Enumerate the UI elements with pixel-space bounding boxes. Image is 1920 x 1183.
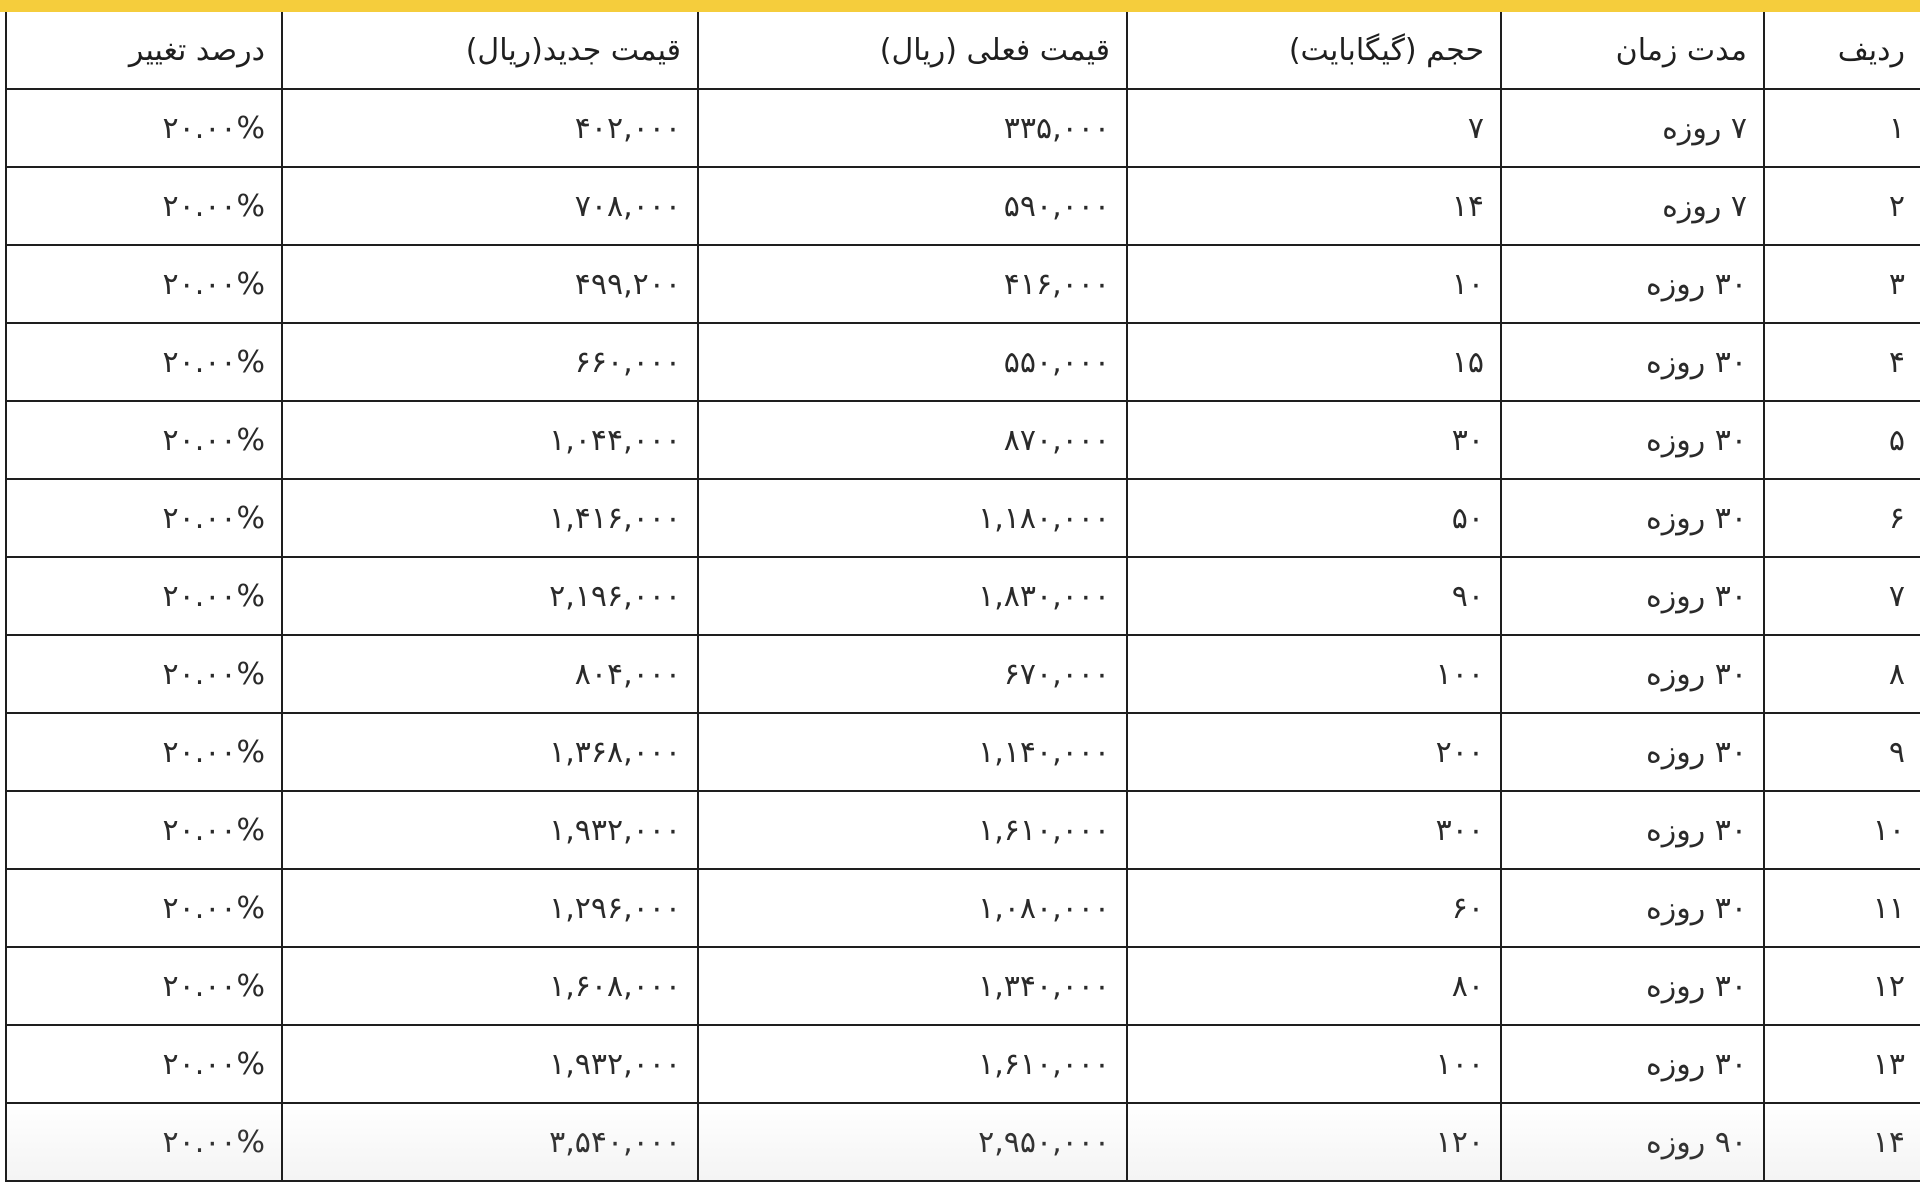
cell-volume: ۵۰ bbox=[1127, 479, 1501, 557]
cell-change-percent: ۲۰.۰۰% bbox=[6, 635, 282, 713]
cell-new-price: ۱,۶۰۸,۰۰۰ bbox=[282, 947, 698, 1025]
cell-duration: ۳۰ روزه bbox=[1501, 635, 1764, 713]
cell-change-percent: ۲۰.۰۰% bbox=[6, 479, 282, 557]
cell-new-price: ۴۹۹,۲۰۰ bbox=[282, 245, 698, 323]
cell-new-price: ۱,۰۴۴,۰۰۰ bbox=[282, 401, 698, 479]
cell-volume: ۱۲۰ bbox=[1127, 1103, 1501, 1181]
cell-duration: ۳۰ روزه bbox=[1501, 791, 1764, 869]
cell-index: ۲ bbox=[1764, 167, 1920, 245]
cell-new-price: ۱,۲۹۶,۰۰۰ bbox=[282, 869, 698, 947]
cell-current-price: ۱,۶۱۰,۰۰۰ bbox=[698, 791, 1127, 869]
cell-volume: ۷ bbox=[1127, 89, 1501, 167]
cell-duration: ۳۰ روزه bbox=[1501, 869, 1764, 947]
cell-index: ۱ bbox=[1764, 89, 1920, 167]
cell-index: ۸ bbox=[1764, 635, 1920, 713]
price-table-container[interactable] bbox=[5, 12, 1920, 1183]
table-row bbox=[6, 713, 1920, 791]
cell-index: ۷ bbox=[1764, 557, 1920, 635]
cell-new-price: ۷۰۸,۰۰۰ bbox=[282, 167, 698, 245]
cell-volume: ۱۰۰ bbox=[1127, 1025, 1501, 1103]
cell-volume: ۳۰ bbox=[1127, 401, 1501, 479]
cell-current-price: ۲,۹۵۰,۰۰۰ bbox=[698, 1103, 1127, 1181]
cell-index: ۱۰ bbox=[1764, 791, 1920, 869]
cell-duration: ۳۰ روزه bbox=[1501, 323, 1764, 401]
table-header-row bbox=[6, 12, 1920, 89]
cell-change-percent: ۲۰.۰۰% bbox=[6, 1025, 282, 1103]
cell-new-price: ۳,۵۴۰,۰۰۰ bbox=[282, 1103, 698, 1181]
cell-change-percent: ۲۰.۰۰% bbox=[6, 1103, 282, 1181]
table-row bbox=[6, 791, 1920, 869]
cell-index: ۱۴ bbox=[1764, 1103, 1920, 1181]
cell-change-percent: ۲۰.۰۰% bbox=[6, 401, 282, 479]
cell-volume: ۶۰ bbox=[1127, 869, 1501, 947]
cell-current-price: ۵۹۰,۰۰۰ bbox=[698, 167, 1127, 245]
table-row bbox=[6, 167, 1920, 245]
cell-change-percent: ۲۰.۰۰% bbox=[6, 947, 282, 1025]
cell-index: ۳ bbox=[1764, 245, 1920, 323]
cell-duration: ۳۰ روزه bbox=[1501, 713, 1764, 791]
header-index: ردیف bbox=[1764, 12, 1920, 89]
cell-volume: ۲۰۰ bbox=[1127, 713, 1501, 791]
cell-new-price: ۲,۱۹۶,۰۰۰ bbox=[282, 557, 698, 635]
table-row bbox=[6, 401, 1920, 479]
table-row bbox=[6, 1103, 1920, 1181]
table-row bbox=[6, 323, 1920, 401]
cell-volume: ۳۰۰ bbox=[1127, 791, 1501, 869]
cell-current-price: ۶۷۰,۰۰۰ bbox=[698, 635, 1127, 713]
cell-new-price: ۶۶۰,۰۰۰ bbox=[282, 323, 698, 401]
cell-new-price: ۱,۳۶۸,۰۰۰ bbox=[282, 713, 698, 791]
cell-volume: ۹۰ bbox=[1127, 557, 1501, 635]
cell-current-price: ۱,۶۱۰,۰۰۰ bbox=[698, 1025, 1127, 1103]
cell-change-percent: ۲۰.۰۰% bbox=[6, 557, 282, 635]
cell-change-percent: ۲۰.۰۰% bbox=[6, 869, 282, 947]
cell-new-price: ۱,۹۳۲,۰۰۰ bbox=[282, 791, 698, 869]
header-new-price: قیمت جدید(ریال) bbox=[282, 12, 698, 89]
cell-duration: ۳۰ روزه bbox=[1501, 401, 1764, 479]
cell-new-price: ۱,۹۳۲,۰۰۰ bbox=[282, 1025, 698, 1103]
cell-duration: ۳۰ روزه bbox=[1501, 1025, 1764, 1103]
cell-volume: ۱۰ bbox=[1127, 245, 1501, 323]
cell-change-percent: ۲۰.۰۰% bbox=[6, 713, 282, 791]
cell-current-price: ۵۵۰,۰۰۰ bbox=[698, 323, 1127, 401]
price-table bbox=[5, 12, 1920, 1182]
cell-new-price: ۱,۴۱۶,۰۰۰ bbox=[282, 479, 698, 557]
cell-current-price: ۱,۸۳۰,۰۰۰ bbox=[698, 557, 1127, 635]
cell-index: ۹ bbox=[1764, 713, 1920, 791]
top-accent-bar bbox=[0, 0, 1920, 12]
table-row bbox=[6, 869, 1920, 947]
header-volume: حجم (گیگابایت) bbox=[1127, 12, 1501, 89]
cell-volume: ۱۵ bbox=[1127, 323, 1501, 401]
cell-current-price: ۸۷۰,۰۰۰ bbox=[698, 401, 1127, 479]
cell-new-price: ۸۰۴,۰۰۰ bbox=[282, 635, 698, 713]
cell-duration: ۳۰ روزه bbox=[1501, 947, 1764, 1025]
cell-current-price: ۴۱۶,۰۰۰ bbox=[698, 245, 1127, 323]
cell-change-percent: ۲۰.۰۰% bbox=[6, 167, 282, 245]
cell-index: ۵ bbox=[1764, 401, 1920, 479]
cell-change-percent: ۲۰.۰۰% bbox=[6, 791, 282, 869]
cell-change-percent: ۲۰.۰۰% bbox=[6, 323, 282, 401]
cell-duration: ۳۰ روزه bbox=[1501, 557, 1764, 635]
cell-duration: ۷ روزه bbox=[1501, 89, 1764, 167]
table-row bbox=[6, 635, 1920, 713]
cell-duration: ۳۰ روزه bbox=[1501, 245, 1764, 323]
header-duration: مدت زمان bbox=[1501, 12, 1764, 89]
cell-current-price: ۱,۱۴۰,۰۰۰ bbox=[698, 713, 1127, 791]
cell-change-percent: ۲۰.۰۰% bbox=[6, 89, 282, 167]
cell-volume: ۸۰ bbox=[1127, 947, 1501, 1025]
header-current-price: قیمت فعلی (ریال) bbox=[698, 12, 1127, 89]
cell-current-price: ۳۳۵,۰۰۰ bbox=[698, 89, 1127, 167]
cell-current-price: ۱,۳۴۰,۰۰۰ bbox=[698, 947, 1127, 1025]
table-row bbox=[6, 1025, 1920, 1103]
cell-index: ۱۳ bbox=[1764, 1025, 1920, 1103]
cell-duration: ۹۰ روزه bbox=[1501, 1103, 1764, 1181]
table-row bbox=[6, 245, 1920, 323]
cell-volume: ۱۰۰ bbox=[1127, 635, 1501, 713]
table-row bbox=[6, 557, 1920, 635]
cell-index: ۱۲ bbox=[1764, 947, 1920, 1025]
cell-current-price: ۱,۰۸۰,۰۰۰ bbox=[698, 869, 1127, 947]
cell-current-price: ۱,۱۸۰,۰۰۰ bbox=[698, 479, 1127, 557]
table-row bbox=[6, 89, 1920, 167]
cell-index: ۶ bbox=[1764, 479, 1920, 557]
cell-index: ۱۱ bbox=[1764, 869, 1920, 947]
cell-index: ۴ bbox=[1764, 323, 1920, 401]
cell-duration: ۳۰ روزه bbox=[1501, 479, 1764, 557]
table-row bbox=[6, 947, 1920, 1025]
table-row bbox=[6, 479, 1920, 557]
cell-change-percent: ۲۰.۰۰% bbox=[6, 245, 282, 323]
cell-volume: ۱۴ bbox=[1127, 167, 1501, 245]
header-change-percent: درصد تغییر bbox=[6, 12, 282, 89]
cell-new-price: ۴۰۲,۰۰۰ bbox=[282, 89, 698, 167]
cell-duration: ۷ روزه bbox=[1501, 167, 1764, 245]
